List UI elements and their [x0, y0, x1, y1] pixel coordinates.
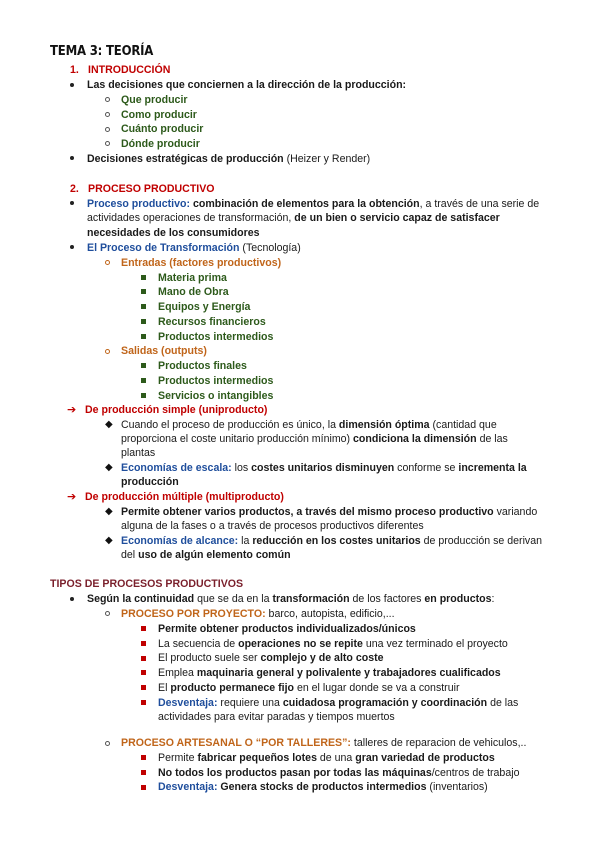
section-2-number: 2.	[70, 183, 79, 195]
decision-item: Que producir	[121, 94, 188, 106]
bullet-dot	[70, 83, 74, 87]
input-item: Materia prima	[158, 272, 227, 284]
input-item: Productos intermedios	[158, 331, 274, 343]
bullet-square	[141, 319, 146, 324]
section-1-heading: INTRODUCCIÓN	[88, 64, 171, 76]
diamond-icon: ◆	[105, 419, 113, 430]
bullet-square	[141, 670, 146, 675]
decision-item: Cuánto producir	[121, 123, 204, 135]
output-item: Servicios o intangibles	[158, 390, 274, 402]
decisions-bullet: Las decisiones que conciernen a la dirección de la producción:	[87, 79, 407, 91]
economies-of-scope: Economías de alcance: la reducción en los costes unitarios de producción se derivan	[121, 535, 543, 547]
bullet-square	[141, 363, 146, 368]
multiple-production-desc: Permite obtener varios productos, a través del mismo proceso productivo variando	[121, 506, 538, 518]
workshop-point: No todos los productos pasan por todas las máquinas/centros de trabajo	[158, 767, 520, 779]
section-3-heading: TIPOS DE PROCESOS PRODUCTIVOS	[50, 578, 244, 590]
transformation-process: El Proceso de Transformación (Tecnología)	[87, 242, 301, 254]
bullet-circle	[105, 141, 110, 146]
continuity-bullet: Según la continuidad que se da en la transformación de los factores en productos:	[87, 593, 495, 605]
project-point: El producto suele ser complejo y de alto coste	[158, 652, 384, 664]
bullet-square	[141, 304, 146, 309]
bullet-square	[141, 641, 146, 646]
bullet-square	[141, 378, 146, 383]
section-2-heading: PROCESO PRODUCTIVO	[88, 183, 215, 195]
bullet-circle	[105, 611, 110, 616]
input-item: Mano de Obra	[158, 286, 229, 298]
workshop-disadvantage: Desventaja: Genera stocks de productos intermedios (inventarios)	[158, 781, 488, 793]
project-point: Permite obtener productos individualizados/únicos	[158, 623, 416, 635]
bullet-dot	[70, 245, 74, 249]
economies-of-scale-line2: producción	[121, 476, 179, 488]
project-disadvantage: Desventaja: requiere una cuidadosa programación y coordinación de las	[158, 697, 519, 709]
bullet-circle	[105, 112, 110, 117]
economies-of-scope-line2: del uso de algún elemento común	[121, 549, 291, 561]
project-point: El producto permanece fijo en el lugar donde se va a construir	[158, 682, 460, 694]
bullet-square	[141, 393, 146, 398]
bullet-square	[141, 334, 146, 339]
bullet-square	[141, 656, 146, 661]
productive-process-definition: Proceso productivo: combinación de elementos para la obtención, a través de una serie de	[87, 198, 540, 210]
inputs-heading: Entradas (factores productivos)	[121, 257, 282, 269]
arrow-right-icon: ➔	[67, 490, 77, 503]
input-item: Recursos financieros	[158, 316, 266, 328]
productive-process-definition-line2: actividades operaciones de transformación, de un bien o servicio capaz de satisfacer	[87, 212, 500, 224]
bullet-circle	[105, 260, 110, 265]
bullet-dot	[70, 597, 74, 601]
economies-of-scale: Economías de escala: los costes unitarios disminuyen conforme se incrementa la	[121, 462, 527, 474]
arrow-right-icon: ➔	[67, 403, 77, 416]
simple-production-desc: Cuando el proceso de producción es único, la dimensión óptima (cantidad que	[121, 419, 497, 431]
simple-production-heading: De producción simple (uniproducto)	[85, 404, 268, 416]
section-1-number: 1.	[70, 64, 79, 76]
diamond-icon: ◆	[105, 506, 113, 517]
bullet-dot	[70, 156, 74, 160]
bullet-square	[141, 626, 146, 631]
decision-item: Dónde producir	[121, 138, 200, 150]
output-item: Productos finales	[158, 360, 247, 372]
project-disadvantage-line2: actividades para evitar paradas y tiempos muertos	[158, 711, 395, 723]
project-process: PROCESO POR PROYECTO: barco, autopista, edificio,...	[121, 608, 395, 620]
outputs-heading: Salidas (outputs)	[121, 345, 207, 357]
bullet-square	[141, 275, 146, 280]
bullet-square	[141, 755, 146, 760]
project-point: Emplea maquinaria general y polivalente y trabajadores cualificados	[158, 667, 501, 679]
simple-production-desc-line3: plantas	[121, 447, 156, 459]
diamond-icon: ◆	[105, 462, 113, 473]
output-item: Productos intermedios	[158, 375, 274, 387]
strategic-decisions-bullet: Decisiones estratégicas de producción (Heizer y Render)	[87, 153, 371, 165]
bullet-circle	[105, 127, 110, 132]
decision-item: Como producir	[121, 109, 197, 121]
bullet-dot	[70, 201, 74, 205]
multiple-production-heading: De producción múltiple (multiproducto)	[85, 491, 284, 503]
input-item: Equipos y Energía	[158, 301, 251, 313]
bullet-square	[141, 785, 146, 790]
bullet-circle	[105, 741, 110, 746]
bullet-circle	[105, 349, 110, 354]
bullet-circle	[105, 97, 110, 102]
page-title: TEMA 3: TEORÍA	[50, 44, 154, 59]
bullet-square	[141, 685, 146, 690]
simple-production-desc-line2: proporciona el coste unitario producción mínimo) condiciona la dimensión de las	[121, 433, 508, 445]
workshop-point: Permite fabricar pequeños lotes de una gran variedad de productos	[158, 752, 495, 764]
bullet-square	[141, 770, 146, 775]
workshop-process: PROCESO ARTESANAL O “POR TALLERES”: talleres de reparacion de vehiculos,..	[121, 737, 527, 749]
project-point: La secuencia de operaciones no se repite una vez terminado el proyecto	[158, 638, 508, 650]
productive-process-definition-line3: necesidades de los consumidores	[87, 227, 260, 239]
multiple-production-desc-line2: alguna de la fases o a través de procesos productivos diferentes	[121, 520, 424, 532]
diamond-icon: ◆	[105, 535, 113, 546]
bullet-square	[141, 289, 146, 294]
bullet-square	[141, 700, 146, 705]
